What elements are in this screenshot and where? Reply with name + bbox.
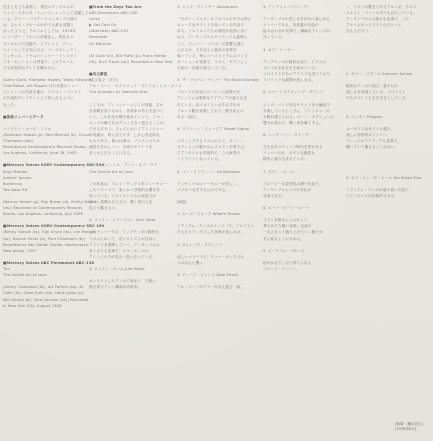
text-line: まとまりも見事で、ビル・ポッツの [89,248,149,253]
text-line: ■Mercury Voices SORC-Contemporary SRC 100 [3,224,105,229]
text-line [346,327,430,333]
text-line: 楽しさを表現している。ソロイスト [346,90,406,95]
text-line: 先生ともども演奏し、現在ロサンゼルスの [3,5,74,9]
text-line: ナンバーだが、モダンな感覚も [263,151,316,156]
text-line: Serenade [89,35,108,40]
text-line: アレンジの才が光る一曲となっている。 [89,254,157,259]
text-line: ブルージーな雰囲気の漂う作品で、 [263,181,323,186]
text-line: 4. ジャスト・ホーム Just Home [89,267,145,272]
text-line: (Hampton Hawes (p), Red Mitchell (b), Chuck [3,132,91,137]
text-line: Los Angeles, California, June 28, 1955 [3,151,77,156]
text-line: Two Bass Hit [3,187,28,192]
text-line: ジャーとしても知られる。ベースのレッド・ [3,47,78,52]
text-column-5 [346,4,430,440]
text-line: [B面] [177,200,187,204]
text-line: 軽快なテンポの曲で、夏の日の [346,84,399,89]
text-line: アップテンポの軽快な曲で、ドラムの [263,59,327,64]
text-line: たちのプレイも生き生きとしている。 [346,96,410,101]
text-line: ネーションが見事で、リズム・セクション [177,59,248,64]
text-line: 3. インテリュード(インテ) [263,5,309,9]
text-line: 楽しい雰囲気のナンバー。 [346,132,391,137]
text-line: 築いている。特にベースとドラムのコンビ [177,53,248,58]
text-line: しい。ジェリー・マリガンの影響も感じ [177,41,245,46]
text-line: ゆったりとしたテンポで始まり、次第に [89,279,157,284]
text-line: (tb), Nick Travis (tp)) Recorded in New York [89,59,173,64]
text-line: 5. スマートでスウィング・サウンド [263,90,324,95]
text-line: Recorded at Contemporary Records Studio, [3,145,87,150]
text-line: The Gentle Art of Love [3,273,47,278]
text-line: ABC-Paramount ABC-138 [89,11,138,16]
text-line: アドリブを展開していく。アンサンブルの [89,242,160,247]
text-line: ハンプトン・ホーズ・トリオ [3,126,52,131]
text-line: 6. ヘンダーソン・ストンプ [263,132,309,137]
text-line: 8. ロード・ボーイ・ロード [263,206,310,211]
text-line: アンサンブルの美しさを存分に楽しめる [263,17,330,22]
text-line: ■英文解説 [89,72,108,77]
text-line: (英文原文・訳文) [89,78,119,83]
text-line: 4. オラ・ソーセー [263,47,295,52]
text-line: 3. ペンギン Penguin [346,114,383,119]
text-line: 持っている。ソロイストたちの表現力が [89,193,157,198]
text-line: にリーダー・アルバムを録音し、現在もロ [3,35,74,40]
text-line: ブルース・ナンバー。 [263,267,300,272]
text-line: アンサンブルとの絡みも見事で、この [346,17,410,22]
text-line: Cohn (ts), Gene Quill (as), Hank Jones (p), [3,291,85,296]
text-line: ジシャンとの共演を重ね、ウエスト・コースト [3,90,82,95]
text-line: リオ・セッションは秀逸で、このアルバム [3,59,74,64]
author-credit [395,422,423,433]
text-line: できるだろう。ジャズにおいてアレンジャー [89,126,164,131]
text-line: ナンバーである。各楽器の音色の [263,23,319,28]
text-line: Lili Marlene [89,41,112,46]
text-line: 捉えて離さない。 [89,206,119,211]
text-line: (Al Cohn (ts), Bill Potts (p), Frank Rehak [89,53,167,58]
text-line: 1. ルーズ・ウォーク What's Tempo [177,212,240,217]
text-line: 随所に盛り込まれている。 [263,157,308,162]
text-line: ■演奏メンバーとデータ [3,114,44,119]
text-line: ものである。彼の仕事は、ソリストたちの [89,139,161,144]
text-line: アレンジには斬新なアイディアが盛り込ま [177,96,248,101]
text-line: アンサンブルのハーモニーが美しく、 [177,181,241,186]
text-line: 存分に発揮されており、聴く者の心を [89,200,153,204]
text-line: (Alternate) ABC-139 [89,29,128,34]
text-line: したバラードで、柔らかく抒情的な響きを [89,187,161,192]
text-line: Recorded at Van Gelder Studio, Hackensack, [3,242,90,247]
text-line: 3. ファイン・ステーツマン Fine State [89,218,156,223]
text-line: ソロイストたちのアドリブも冴えており、 [263,72,334,77]
text-line: The Arranger As Featured Star [89,90,148,95]
text-line: スウィングするリズムの上で、ホーン・ [177,139,244,144]
text-line: なったようだ。アルバムとしては、1974年 [3,29,76,34]
text-line: この作品は、アルト・サックスをフィーチャー [89,181,167,186]
text-line: は、ジャズ・グルームの中でも最も話題と [3,23,74,28]
text-line: ■From the Days You Are [89,5,142,9]
text-line: サンゼルスで活動中。ピアニスト、アレン [3,41,74,46]
text-line: Chet Baker, Art Pepper ほか多数のミュー [3,84,79,89]
text-line: たちのリラックスした演奏が楽しめる。 [177,230,245,235]
text-line: いく。この作品を聴き進めていくと、ビル・ [89,114,164,119]
text-line: 7. ダウン・ホーム [263,169,295,174]
text-line: The Gentle Art of Love [89,169,133,174]
text-line: でも印象的なプレイを聴かせる。 [3,65,59,70]
text-line: (Jimmy Cleveland (tb), Art Farmer (tp), Al [3,285,84,290]
text-line: 見事である。 [263,193,286,198]
text-line: ブルース観を表現しており、聴き応えの [177,108,245,113]
text-line: いる。ビリー・バウアーとバッキングの様子 [3,17,78,22]
text-line: (Benny Golson (ts), Gigi Gryce (as), Lee Morgan [3,230,96,235]
text-line: ユニークなサウンドを持っている作品で [177,23,245,28]
text-line: ポッツの魅力を余すところなく感じることが [89,120,164,125]
text-line: ■Mercury Voices ABC Paramount ABC-136 [3,260,95,265]
text-line: 個性を生かしつつ、全体のサウンドを [89,145,153,150]
text-line: セクションが軽やかにメロディを奏でる。 [177,145,248,150]
text-line: Milt Hinton (b), Osie Johnson (ds)) Recorded [3,297,89,302]
text-line: 2. サマー・スクール Summer School [346,72,413,77]
author-date: (1978年6月) [395,427,417,432]
text-column-3 [177,4,259,440]
text-line: ミッチェル、ドラムのシェリー・マンとのト [3,53,78,58]
text-line: Buttercup [3,181,23,186]
text-line: ある一曲だ。 [177,114,200,119]
text-line: 言えるだろう。 [346,29,373,34]
text-line: 穏やかなテンポで奏でられる [263,260,312,265]
text-line: 音楽観を語りながら、作曲家の考えを述べて [89,108,164,113]
text-line: ソロのつなぎ方も巧みである。 [177,187,230,192]
text-line: 2. ザ・ジェントル・アート・オブ・ラブ [89,163,158,168]
text-line: (ds)) Recorded at Contemporary Records [3,206,83,211]
text-line: 2. サムシング・スウィート [177,242,223,247]
text-line: アレンジのアイディアも豊富で、 [346,139,402,144]
text-line: Easy Mambo [3,169,28,174]
text-line: Tim [3,267,11,272]
text-line: まとめ上げることにある。 [89,151,134,156]
text-line: ピアノのソロも印象的で、この演奏の [177,151,241,156]
text-line: ここでは、アレンジャーとしての役割、その [89,102,164,107]
text-line: 響きが豊かで、聴く者を魅了する。 [263,120,323,125]
text-line: アルバムのハイライトのひとつと [346,23,402,28]
text-line: このナンバーでは、アップテンポの軽快な [89,230,160,235]
text-line: 組み合わせが見事で、繊細なアレンジが [263,29,330,34]
text-line: Sonny Clark, Hampton Hawes, Teddy Edwards, [3,78,94,83]
text-line: 「モダン・ジャズ」のアルバムの中でも特に [177,17,252,22]
text-line: スリリングな展開が楽しめる。 [263,78,316,83]
text-line: (Barney Kessel (g), Ray Brown (b), Shelly Manne [3,200,97,204]
text-line: (tp), Horace Silver (p), Paul Chambers (b)) [3,236,86,241]
text-line: 全体の一体感が際立っている。 [177,65,230,70]
text-line: なった。 [3,102,18,107]
text-line: Thompson (ds)) [3,139,34,144]
text-line: ラストを飾るにふさわしい、 [263,218,312,223]
text-line: ジャズ・スタジオ・ミュージシャンとして活躍して [3,11,89,16]
text-line: ピアノのソロが印象的である。 [346,193,399,198]
text-line: の代表的プレイヤーとして知られるように [3,96,74,101]
text-line: 3. ディーア・ジャンボ Dear Pencil [177,273,239,278]
text-line: Lucky [89,17,101,22]
text-line: 一丸となって盛り上げていく様子が [263,230,323,235]
text-line: リズムにのって、各ソロイストが自由に [89,236,157,241]
text-line: れている。各ソロイストがそれぞれの [177,102,241,107]
text-line: 聴いていて飽きることがない。 [346,145,399,150]
text-line: 2. ジャズ・プレイヤー Saxophone [177,5,238,9]
text-line: 4. ボブ・イン・ザ・ホール Tea Break Fine [346,175,422,180]
author-name: (執筆：瀬川昌久) [395,421,423,426]
text-line: ミディアム・テンポの落ち着いた曲で、 [346,187,413,192]
text-line: Studio, Los Angeles, California, July 1956 [3,212,83,217]
text-line: アンサンブルとソロの対比が [263,187,312,192]
text-line: ▶ Get Cool On [89,23,117,28]
text-line: ソロが心に響く。 [177,260,207,265]
text-line: 手腕が感じられる。ホーン・セクションの [263,114,334,119]
text-line: 実現しているところに、アレンジャーの [263,108,330,113]
text-line: 9. ピースフル・ブルース [263,248,305,253]
text-line: ミディアム・テンポのナンバーで、ソロイスト [177,224,255,229]
text-line: 5. ゴー・ビトウィーン Go Between [177,169,241,174]
text-column-4 [263,4,343,440]
text-line: 3. ザ・ブルース・ナンバー The Blues Number [177,78,260,83]
text-line: ユーモラスなタイトル通り、 [346,126,395,131]
text-line: 美しいバラードで、テナー・サックスの [177,254,245,259]
text-line: 熱を帯びていく構成が印象的。 [89,285,142,290]
text-line: ロイスト・パートの中でも目立っている。 [346,11,417,16]
text-line: プレイが全体を引き締めている。 [263,65,319,70]
text-line: ある。ソロイストたちの個性が前面に出て [177,29,248,34]
text-line: アル・コーン・セクステット・プレイズ・ビル・ポッツ [89,84,182,89]
text-line: おり、アンサンブルとのバランスも素晴ら [177,35,248,40]
text-line: ブルースの形式にのっとった演奏だが、 [177,90,244,95]
text-line: ハイライトとなっている。 [177,157,222,162]
text-line: 古き良きスウィング時代を思わせる [263,145,323,150]
text-line: の役割は、時に目立たず、しかし決定的な [89,132,160,137]
text-line: 4. スウィート・ジョージア Sweet Signal [177,126,250,131]
text-line: ー、ラストの響きであるアルトが、そのコ [346,5,417,9]
text-line: in New York City, August 1956 [3,303,62,308]
text-line: Jumpin' Jacque [3,175,32,180]
text-line: 光っている。 [263,35,286,40]
text-line: 手に取るようにわかる。 [263,236,305,241]
text-line: 華やかで力強い演奏。全員が [263,224,312,229]
text-line: ビッグ・バンド的なサウンドを小編成で [263,102,331,107]
text-line: アル・コーンのテナーが冴え渡る一曲。 [177,285,245,290]
text-line: ■Mercury Voices SORC-Contemporary SRC 130 [3,163,105,168]
text-line: られるが、それ以上に独自の世界を [177,47,237,52]
text-line: New Jersey, 1957 [3,248,37,253]
